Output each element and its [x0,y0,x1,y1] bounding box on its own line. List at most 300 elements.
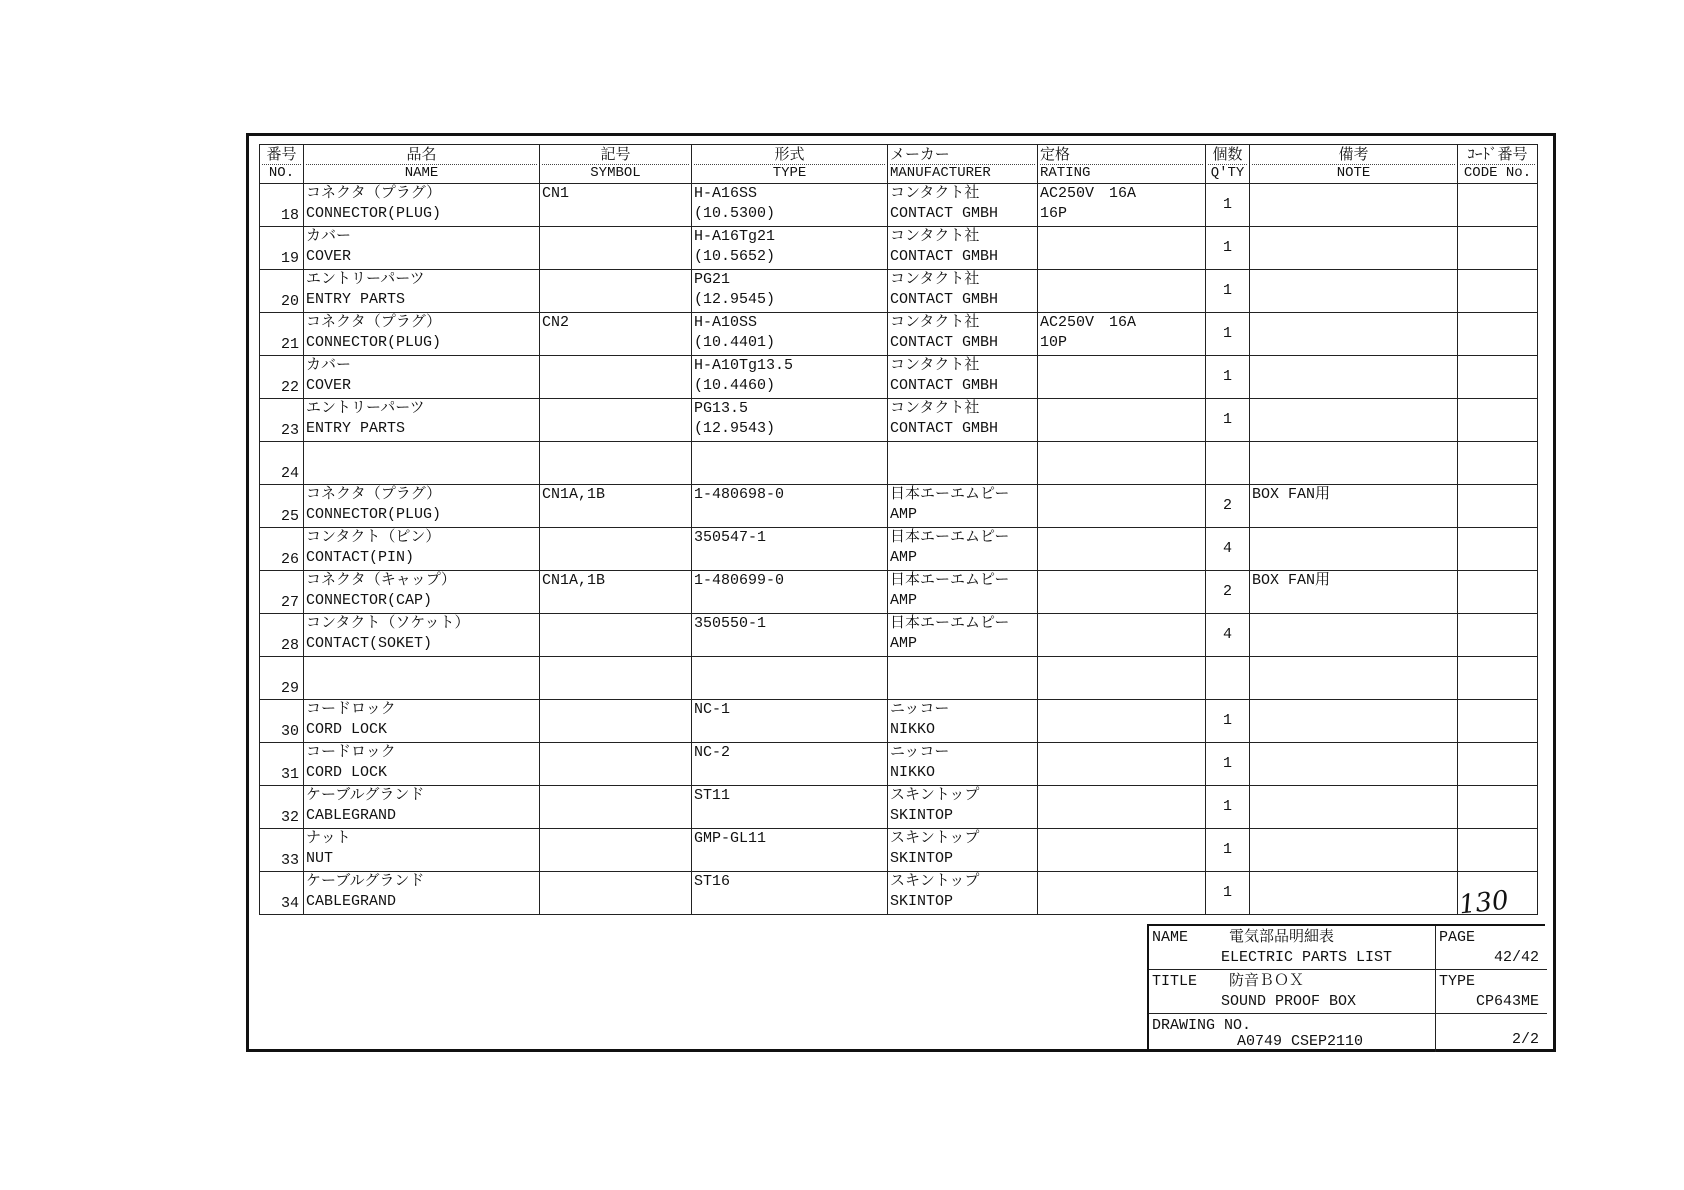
table-row [260,356,1538,399]
cell-maker [888,442,1038,485]
cell-maker [888,184,1038,227]
cell-rating [1038,829,1206,872]
cell-type [692,356,888,399]
cell-name-text: ENTRY PARTS [306,420,406,437]
cell-no [260,614,304,657]
cell-rating-text [1040,657,1203,677]
cell-qty [1206,786,1250,829]
table-row [260,184,1538,227]
title-label: TITLE [1152,973,1198,990]
cell-type [692,399,888,442]
cell-code [1458,571,1538,614]
cell-maker-text: CONTACT GMBH [890,291,999,308]
cell-maker-text: スキントップ [890,873,980,890]
column-header [540,145,692,184]
cell-name-text: カバー [306,228,352,245]
cell-rating-text [1040,786,1203,806]
cell-rating [1038,184,1206,227]
cell-no [260,571,304,614]
cell-type-text: (10.4460) [694,377,776,394]
cell-note [1250,872,1458,915]
cell-name [304,872,540,915]
cell-name-text: ENTRY PARTS [306,291,406,308]
cell-rating-text [1040,700,1203,720]
cell-maker-text: SKINTOP [890,807,954,824]
cell-name-text: エントリーパーツ [306,400,425,417]
cell-qty [1206,313,1250,356]
cell-name-text: コネクタ（プラグ） [306,185,442,202]
cell-no-text: 21 [280,336,299,353]
cell-symbol [540,270,692,313]
cell-type-text: (12.9545) [694,291,776,308]
cell-type [692,829,888,872]
cell-rating-text [1040,571,1203,591]
cell-type-text: H-A16SS [694,185,758,202]
cell-rating-text: 10P [1040,334,1068,351]
cell-qty-text: 2 [1222,583,1232,600]
page-value: 42/42 [1493,949,1539,966]
column-header [888,145,1038,184]
cell-type-text [694,892,885,912]
cell-rating-text: AC250V 16A [1040,185,1137,202]
cell-type-text: H-A16Tg21 [694,228,776,245]
cell-name [304,743,540,786]
column-header-ja: 番号 [262,147,301,165]
column-header-ja: 定格 [1040,147,1203,165]
cell-name-text: CORD LOCK [306,721,388,738]
column-header [1206,145,1250,184]
cell-maker-text: SKINTOP [890,893,954,910]
cell-qty [1206,442,1250,485]
parts-table [259,144,1538,915]
cell-no-text: 32 [280,809,299,826]
cell-code [1458,270,1538,313]
cell-rating [1038,657,1206,700]
cell-type [692,442,888,485]
table-row [260,657,1538,700]
cell-symbol [540,571,692,614]
page-cell [1435,926,1547,970]
cell-maker-text: 日本エーエムピー [890,486,1010,503]
table-row [260,829,1538,872]
cell-rating [1038,872,1206,915]
cell-no-text: 23 [280,422,299,439]
cell-symbol-text: CN2 [542,314,570,331]
cell-rating-text [1040,829,1203,849]
column-header-ja: 個数 [1208,147,1247,165]
document-title-ja: 防音ＢＯＸ [1229,973,1305,990]
cell-symbol [540,184,692,227]
cell-maker-text: スキントップ [890,787,980,804]
cell-name [304,786,540,829]
cell-name-text: エントリーパーツ [306,271,425,288]
cell-qty [1206,571,1250,614]
cell-rating [1038,356,1206,399]
cell-rating-text: 16P [1040,205,1068,222]
cell-no-text: 22 [280,379,299,396]
cell-symbol [540,743,692,786]
cell-type [692,614,888,657]
cell-symbol [540,614,692,657]
sheet-cell [1435,1014,1547,1052]
cell-rating-text [1040,849,1203,869]
type-value: CP643ME [1475,993,1539,1010]
cell-type-text: 350550-1 [694,615,767,632]
cell-type [692,657,888,700]
cell-no [260,485,304,528]
cell-name [304,829,540,872]
cell-code [1458,528,1538,571]
cell-symbol [540,313,692,356]
cell-code [1458,313,1538,356]
cell-name-text: CONTACT(SOKET) [306,635,433,652]
cell-type-text [694,763,885,783]
cell-code [1458,657,1538,700]
cell-symbol [540,657,692,700]
cell-symbol [540,700,692,743]
cell-name [304,657,540,700]
cell-qty-text: 4 [1222,540,1232,557]
cell-maker-text: コンタクト社 [890,271,980,288]
cell-maker-text: コンタクト社 [890,228,980,245]
cell-code [1458,743,1538,786]
cell-code [1458,399,1538,442]
cell-rating-text [1040,763,1203,783]
cell-note [1250,657,1458,700]
type-cell [1435,970,1547,1014]
cell-maker [888,270,1038,313]
cell-type-text: 1-480699-0 [694,572,785,589]
cell-no-text: 28 [280,637,299,654]
cell-maker-text: 日本エーエムピー [890,529,1010,546]
cell-note [1250,743,1458,786]
cell-no-text: 34 [280,895,299,912]
cell-maker-text: CONTACT GMBH [890,334,999,351]
cell-qty [1206,485,1250,528]
cell-rating-text [1040,591,1203,611]
cell-name-text: コードロック [306,744,396,761]
cell-note [1250,184,1458,227]
cell-type-text [694,634,885,654]
cell-name-text: CABLEGRAND [306,893,397,910]
cell-maker-text [890,657,1035,677]
cell-note [1250,614,1458,657]
cell-no [260,399,304,442]
cell-no-text: 19 [280,250,299,267]
cell-rating-text [1040,743,1203,763]
column-header-ja: 品名 [306,147,537,165]
cell-name-text: COVER [306,248,352,265]
cell-rating-text [1040,505,1203,525]
cell-no-text: 24 [280,465,299,482]
cell-name-text: ナット [306,830,351,847]
cell-type-text: H-A10SS [694,314,758,331]
cell-maker-text [890,677,1035,697]
cell-qty [1206,657,1250,700]
cell-maker-text: AMP [890,592,918,609]
cell-qty [1206,872,1250,915]
cell-maker [888,700,1038,743]
column-header-en: NOTE [1336,164,1371,181]
cell-type-text [694,591,885,611]
table-row [260,571,1538,614]
cell-qty-text: 2 [1222,497,1232,514]
cell-code [1458,614,1538,657]
cell-type-text [694,849,885,869]
cell-name [304,614,540,657]
sheet-value: 2/2 [1511,1031,1539,1048]
cell-no-text: 25 [280,508,299,525]
cell-no [260,872,304,915]
cell-name-text [306,462,537,482]
cell-rating-text [1040,419,1203,439]
cell-no [260,786,304,829]
cell-rating-text [1040,892,1203,912]
cell-maker [888,872,1038,915]
table-row [260,700,1538,743]
cell-type-text: 1-480698-0 [694,486,785,503]
cell-qty-text: 1 [1222,282,1232,299]
cell-maker-text: SKINTOP [890,850,954,867]
cell-note [1250,700,1458,743]
cell-no [260,184,304,227]
cell-maker-text: コンタクト社 [890,185,980,202]
cell-maker-text [890,462,1035,482]
cell-type-text: H-A10Tg13.5 [694,357,794,374]
cell-name-text: コネクタ（キャップ） [306,572,456,589]
cell-note [1250,270,1458,313]
cell-rating-text [1040,270,1203,290]
cell-no [260,313,304,356]
cell-code [1458,786,1538,829]
parts-list-sheet [246,133,1556,1052]
cell-note [1250,227,1458,270]
cell-name-text: CONTACT(PIN) [306,549,415,566]
cell-rating [1038,786,1206,829]
cell-maker-text: コンタクト社 [890,314,980,331]
cell-rating-text [1040,677,1203,697]
cell-qty-text: 1 [1222,841,1232,858]
cell-type-text: PG21 [694,271,731,288]
cell-qty-text: 4 [1222,626,1232,643]
cell-qty-text: 1 [1222,239,1232,256]
cell-maker-text: NIKKO [890,764,936,781]
cell-type-text: (10.5652) [694,248,776,265]
cell-maker-text: ニッコー [890,701,950,718]
cell-code [1458,356,1538,399]
cell-qty [1206,270,1250,313]
cell-name-text: コンタクト（ピン） [306,529,441,546]
cell-type-text: (12.9543) [694,420,776,437]
cell-name-text: CONNECTOR(PLUG) [306,334,442,351]
cell-type-text [694,505,885,525]
cell-maker-text: スキントップ [890,830,980,847]
cell-name-text: カバー [306,357,352,374]
cell-name [304,356,540,399]
cell-name-text: CONNECTOR(CAP) [306,592,433,609]
cell-name-text: コードロック [306,701,396,718]
cell-code [1458,700,1538,743]
cell-name-text: CABLEGRAND [306,807,397,824]
cell-no [260,227,304,270]
cell-maker-text: 日本エーエムピー [890,615,1010,632]
cell-no-text: 26 [280,551,299,568]
cell-type-text [694,548,885,568]
cell-type [692,528,888,571]
cell-maker [888,829,1038,872]
cell-type-text [694,462,885,482]
cell-rating [1038,485,1206,528]
cell-rating [1038,270,1206,313]
cell-maker [888,356,1038,399]
cell-maker-text: ニッコー [890,744,950,761]
table-row [260,872,1538,915]
drawing-number: A0749 CSEP2110 [1237,1033,1364,1050]
table-row [260,227,1538,270]
cell-qty [1206,227,1250,270]
cell-no [260,829,304,872]
cell-type-text [694,677,885,697]
column-header [1038,145,1206,184]
cell-maker [888,614,1038,657]
cell-rating [1038,528,1206,571]
cell-type-text: (10.4401) [694,334,776,351]
cell-name [304,700,540,743]
cell-type [692,571,888,614]
cell-rating-text [1040,872,1203,892]
cell-code [1458,227,1538,270]
column-header-en: CODE No. [1463,164,1532,181]
cell-maker-text: コンタクト社 [890,400,980,417]
cell-symbol [540,786,692,829]
handwritten-page-number: 130 [1457,885,1511,921]
cell-name [304,571,540,614]
cell-note [1250,528,1458,571]
table-row [260,270,1538,313]
cell-maker [888,399,1038,442]
cell-rating [1038,313,1206,356]
cell-name-text: ケーブルグランド [306,787,425,804]
cell-qty [1206,184,1250,227]
cell-note [1250,829,1458,872]
cell-name-text [306,677,537,697]
cell-qty-text: 1 [1222,884,1232,901]
cell-name [304,485,540,528]
drawing-label: DRAWING NO. [1152,1017,1252,1034]
cell-symbol [540,442,692,485]
document-name-en: ELECTRIC PARTS LIST [1221,949,1393,966]
cell-type [692,270,888,313]
cell-maker [888,227,1038,270]
cell-maker-text: 日本エーエムピー [890,572,1010,589]
title-block-name-row [1149,926,1435,970]
cell-symbol [540,829,692,872]
cell-rating [1038,399,1206,442]
cell-rating [1038,700,1206,743]
column-header-ja: 形式 [694,147,885,165]
cell-code [1458,442,1538,485]
cell-symbol [540,227,692,270]
cell-symbol [540,528,692,571]
cell-maker-text [890,442,1035,462]
cell-rating-text [1040,356,1203,376]
cell-rating-text [1040,290,1203,310]
cell-qty-text: 1 [1222,411,1232,428]
type-label: TYPE [1439,973,1476,990]
table-row [260,614,1538,657]
cell-qty [1206,528,1250,571]
cell-note-text: BOX FAN用 [1252,572,1331,589]
cell-maker-text: CONTACT GMBH [890,248,999,265]
cell-rating [1038,571,1206,614]
column-header [692,145,888,184]
cell-note [1250,485,1458,528]
cell-qty [1206,399,1250,442]
cell-name-text: コンタクト（ソケット） [306,615,470,632]
cell-symbol [540,485,692,528]
cell-rating [1038,614,1206,657]
cell-maker-text: CONTACT GMBH [890,377,999,394]
column-header [304,145,540,184]
title-block-drawing-row [1149,1014,1435,1052]
cell-type-text [694,806,885,826]
cell-rating-text [1040,720,1203,740]
document-title-en: SOUND PROOF BOX [1221,993,1357,1010]
cell-rating-text [1040,247,1203,267]
cell-maker-text: CONTACT GMBH [890,205,999,222]
cell-note [1250,786,1458,829]
cell-maker-text: NIKKO [890,721,936,738]
cell-maker [888,571,1038,614]
cell-no [260,700,304,743]
cell-type-text: ST16 [694,873,731,890]
table-row [260,399,1538,442]
column-header-en: TYPE [772,164,807,181]
document-name-ja: 電気部品明細表 [1229,929,1335,946]
cell-no-text: 29 [280,680,299,697]
cell-no-text: 18 [280,207,299,224]
cell-type-text [694,720,885,740]
cell-no [260,528,304,571]
cell-note [1250,356,1458,399]
cell-qty-text: 1 [1222,325,1232,342]
cell-rating-text [1040,614,1203,634]
cell-note [1250,399,1458,442]
cell-name [304,528,540,571]
column-header-en: MANUFACTURER [890,164,991,181]
table-row [260,313,1538,356]
cell-qty-text: 1 [1222,755,1232,772]
cell-qty [1206,743,1250,786]
cell-rating-text [1040,485,1203,505]
cell-maker-text: AMP [890,549,918,566]
title-block [1147,924,1545,1050]
cell-rating-text [1040,806,1203,826]
cell-type-text [694,657,885,677]
cell-name [304,270,540,313]
cell-name [304,227,540,270]
cell-code [1458,485,1538,528]
cell-rating-text [1040,462,1203,482]
cell-maker-text: CONTACT GMBH [890,420,999,437]
column-header [1250,145,1458,184]
column-header-en: NAME [404,164,439,181]
cell-type-text [694,442,885,462]
cell-type [692,872,888,915]
cell-rating-text [1040,634,1203,654]
column-header [1458,145,1538,184]
cell-rating-text [1040,548,1203,568]
